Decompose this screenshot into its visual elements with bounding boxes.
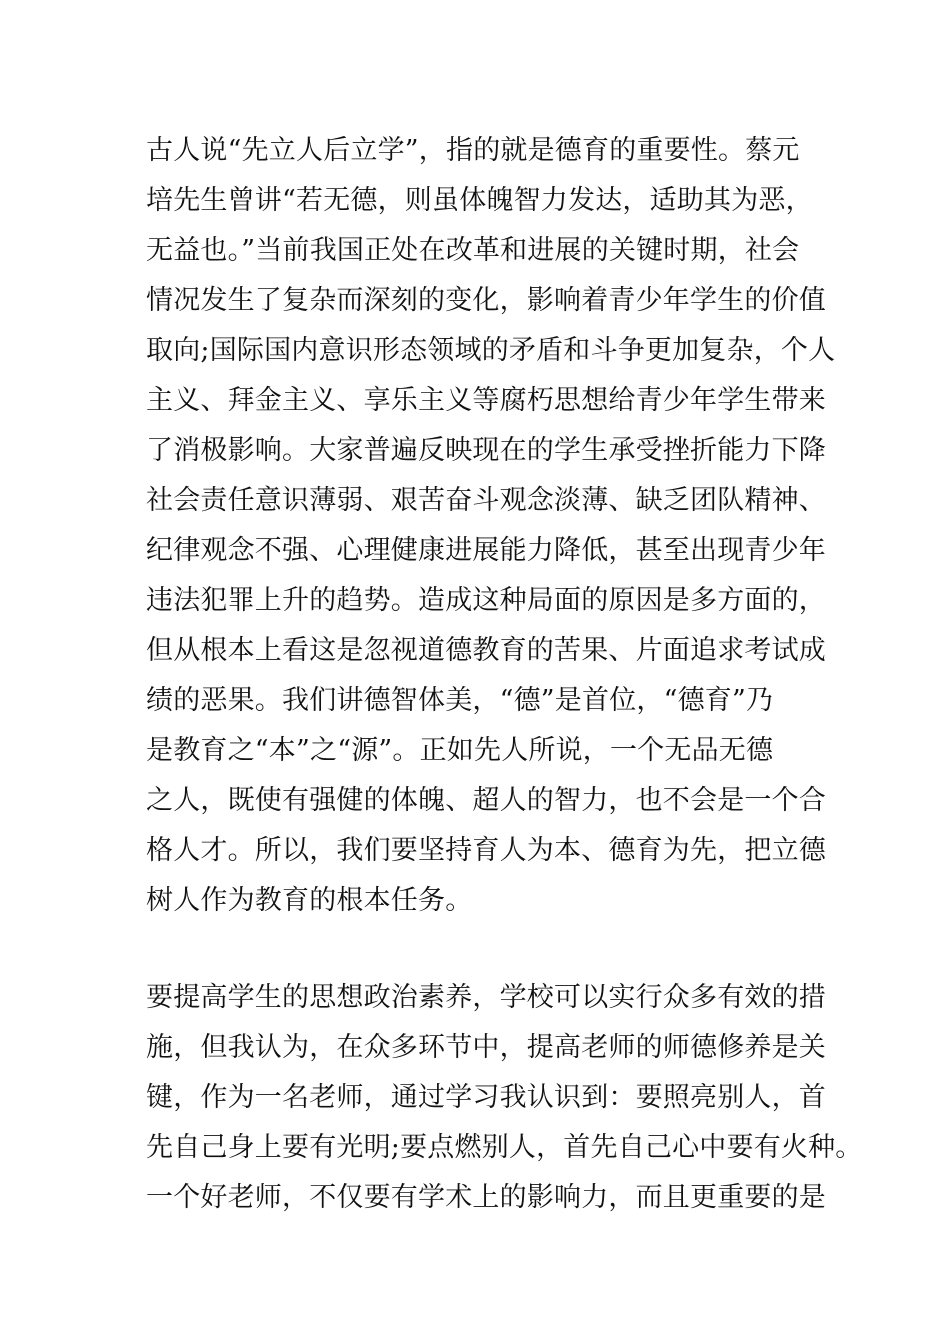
text-line: 格人才。所以，我们要坚持育人为本、德育为先，把立德 xyxy=(146,835,826,866)
text-line: 取向;国际国内意识形态领域的矛盾和斗争更加复杂，个人 xyxy=(146,335,836,366)
text-line: 培先生曾讲“若无德，则虽体魄智力发达，适助其为恶， xyxy=(146,185,813,216)
text-line: 施，但我认为，在众多环节中，提高老师的师德修养是关 xyxy=(146,1032,826,1063)
text-line: 先自己身上要有光明;要点燃别人，首先自己心中要有火种。 xyxy=(146,1132,863,1163)
text-line: 绩的恶果。我们讲德智体美，“德”是首位，“德育”乃 xyxy=(146,685,774,716)
text-line: 了消极影响。大家普遍反映现在的学生承受挫折能力下降 xyxy=(146,435,826,466)
text-line: 但从根本上看这是忽视道德教育的苦果、片面追求考试成 xyxy=(146,635,826,666)
text-line: 情况发生了复杂而深刻的变化，影响着青少年学生的价值 xyxy=(146,285,826,316)
text-line: 一个好老师，不仅要有学术上的影响力，而且更重要的是 xyxy=(146,1182,826,1213)
text-line: 键，作为一名老师，通过学习我认识到：要照亮别人，首 xyxy=(146,1082,826,1113)
text-line: 树人作为教育的根本任务。 xyxy=(146,885,473,916)
text-line: 社会责任意识薄弱、艰苦奋斗观念淡薄、缺乏团队精神、 xyxy=(146,485,826,516)
text-line: 要提高学生的思想政治素养，学校可以实行众多有效的措 xyxy=(146,982,826,1013)
text-line: 违法犯罪上升的趋势。造成这种局面的原因是多方面的， xyxy=(146,585,826,616)
text-line: 纪律观念不强、心理健康进展能力降低，甚至出现青少年 xyxy=(146,535,826,566)
text-line: 是教育之“本”之“源”。正如先人所说，一个无品无德 xyxy=(146,735,774,766)
text-line: 主义、拜金主义、享乐主义等腐朽思想给青少年学生带来 xyxy=(146,385,826,416)
text-line: 无益也。”当前我国正处在改革和进展的关键时期，社会 xyxy=(146,235,800,266)
paragraph-1 xyxy=(146,126,836,926)
paragraph-2 xyxy=(146,973,863,1223)
text-line: 古人说“先立人后立学”，指的就是德育的重要性。蔡元 xyxy=(146,135,800,166)
text-line: 之人，既使有强健的体魄、超人的智力，也不会是一个合 xyxy=(146,785,826,816)
